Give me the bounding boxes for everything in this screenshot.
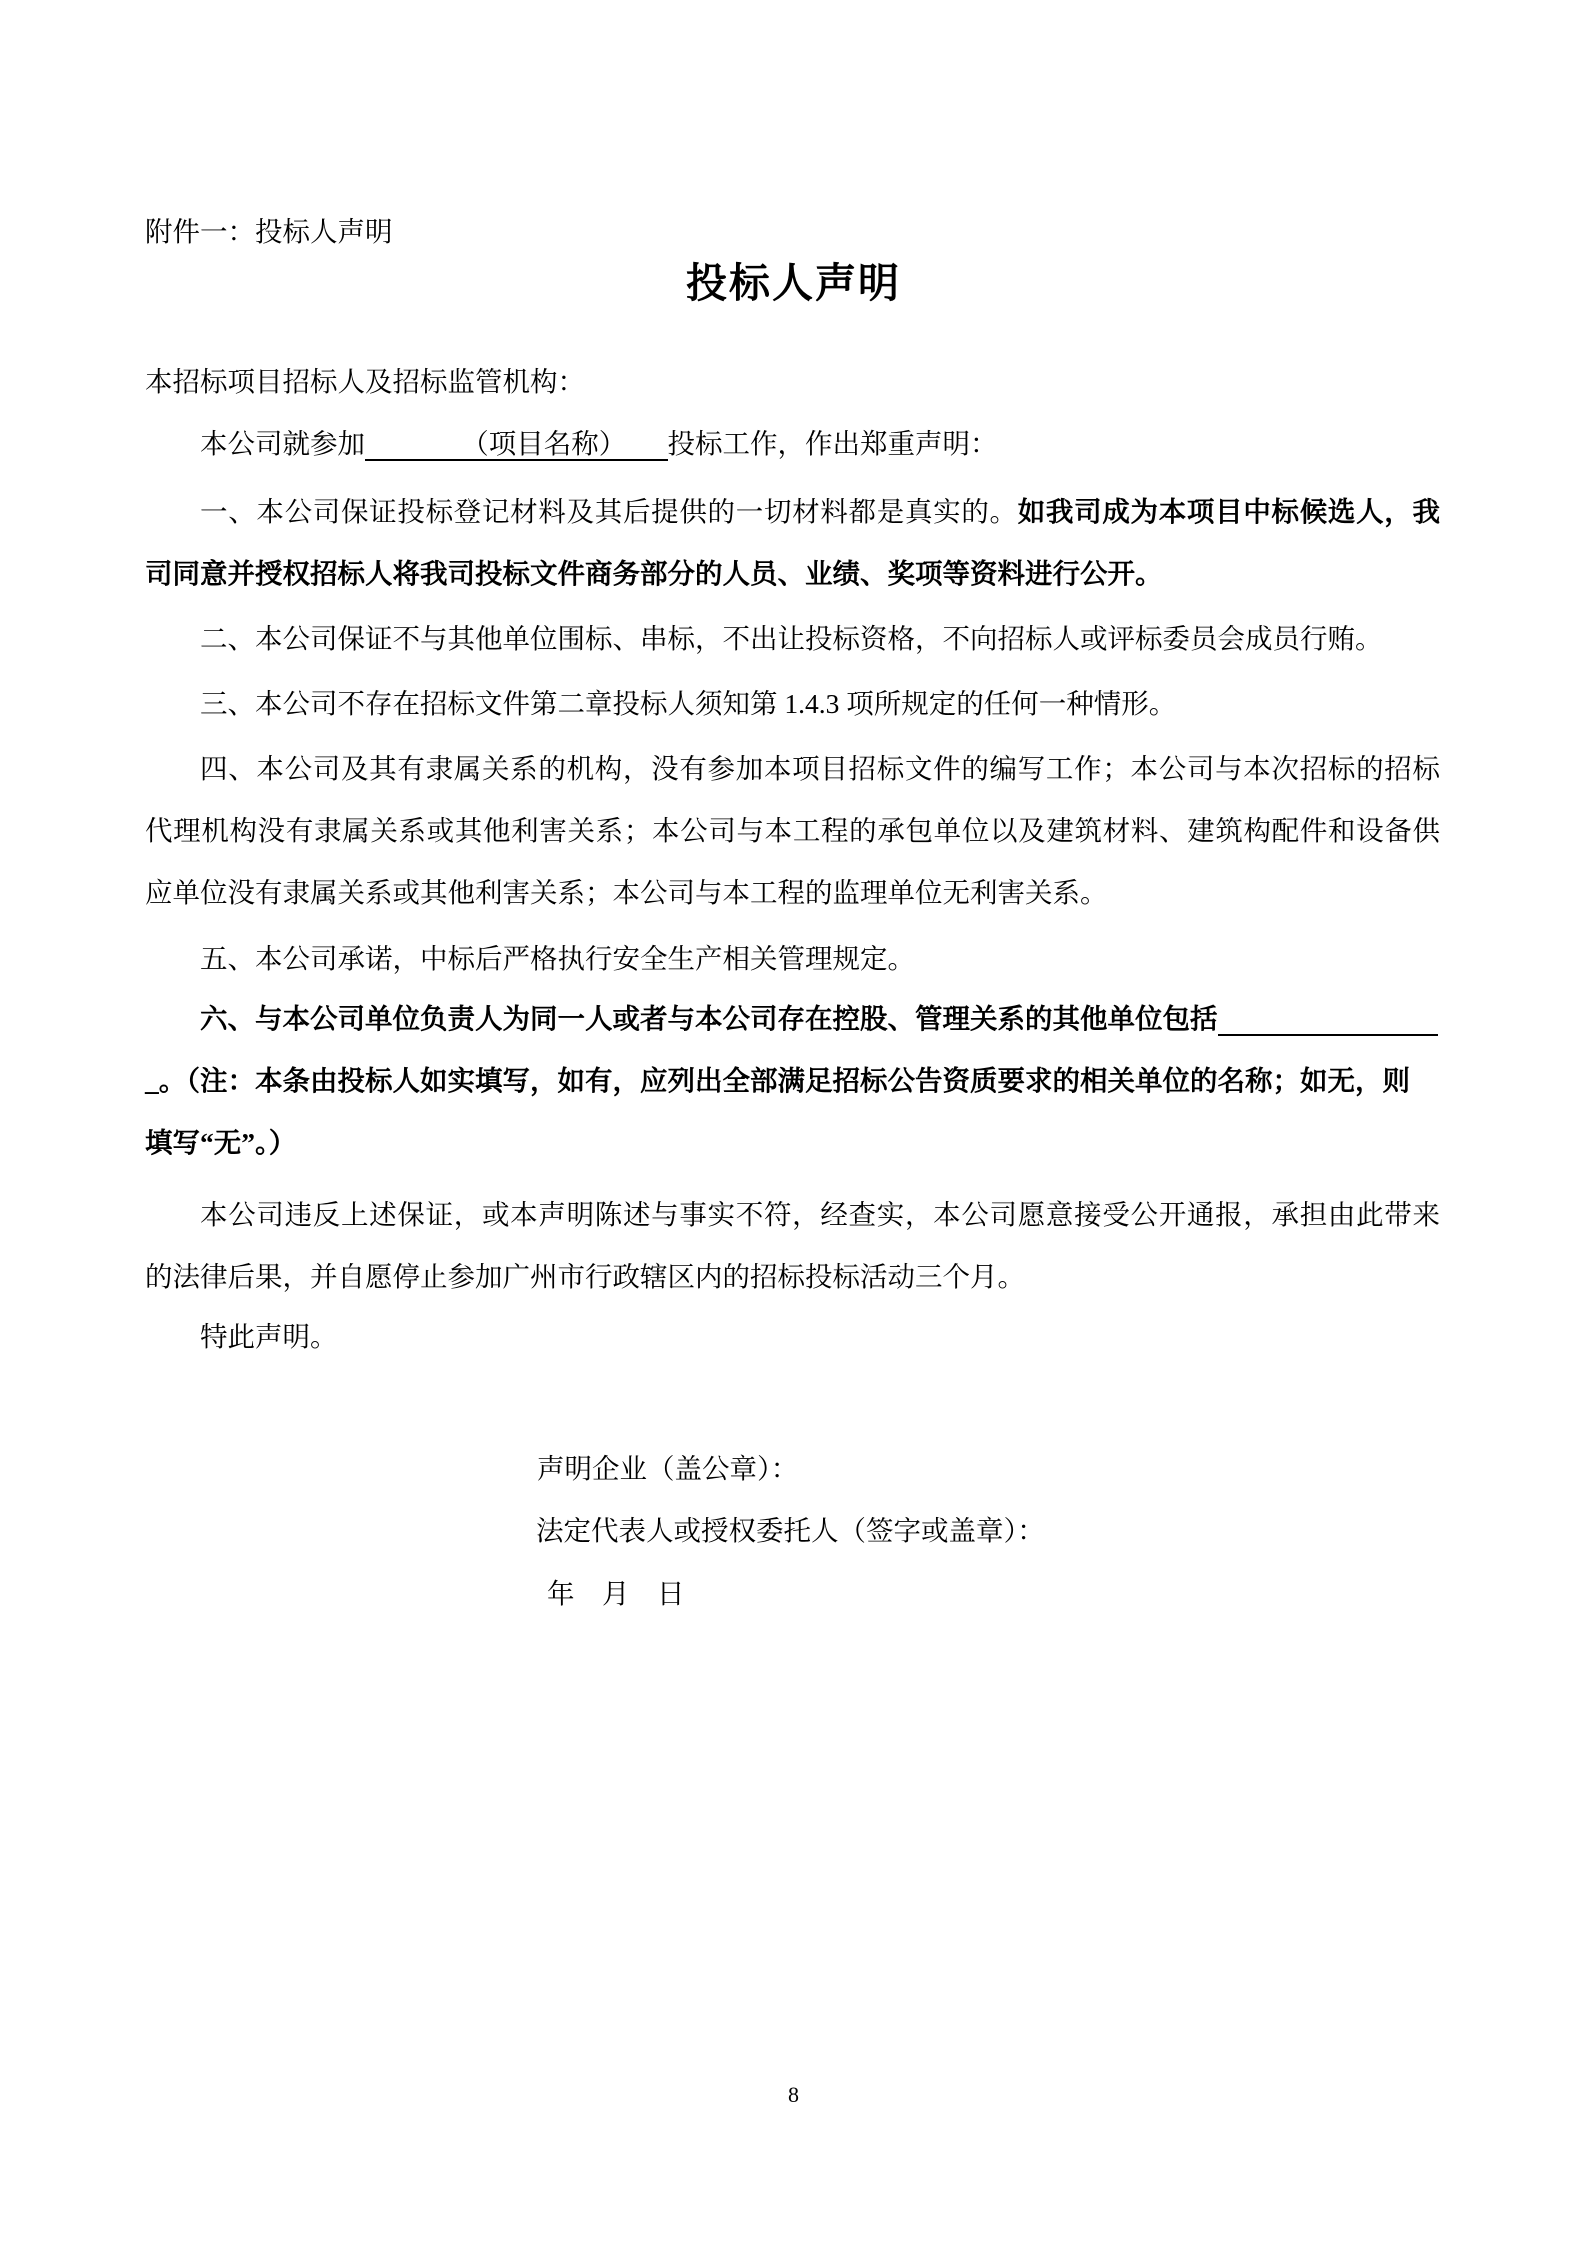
text-segment: 年 月 日 (547, 1578, 685, 1609)
addressee-line (145, 351, 1440, 413)
page-number: 8 (788, 2082, 799, 2107)
fill-in-blank (1218, 1003, 1438, 1036)
liability-line-2 (145, 1246, 1440, 1308)
declarer-company-line (537, 1438, 798, 1500)
date-line (547, 1563, 685, 1625)
text-segment: 六、与本公司单位负责人为同一人或者与本公司存在控股、管理关系的其他单位包括 (200, 1003, 1218, 1034)
clause-6-line-3 (145, 1112, 1440, 1174)
fill-in-blank: （项目名称） (365, 428, 668, 459)
text-segment: 代理机构没有隶属关系或其他利害关系；本公司与本工程的承包单位以及建筑材料、建筑构配件和设备供 (145, 815, 1440, 846)
clause-3-line (145, 673, 1440, 735)
clause-4-line-2 (145, 800, 1440, 862)
text-segment: _。（注：本条由投标人如实填写，如有，应列出全部满足招标公告资质要求的相关单位的名称；如无，则 (145, 1065, 1410, 1096)
text-segment: 声明企业（盖公章）： (537, 1453, 799, 1484)
text-segment: 应单位没有隶属关系或其他利害关系；本公司与本工程的监理单位无利害关系。 (145, 877, 1108, 908)
text-segment: 一、本公司保证投标登记材料及其后提供的一切材料都是真实的。 (200, 496, 1018, 527)
clause-6-line-2 (145, 1050, 1440, 1112)
liability-line-1 (145, 1184, 1440, 1246)
text-segment: 三、本公司不存在招标文件第二章投标人须知第 1.4.3 项所规定的任何一种情形。 (200, 688, 1177, 719)
text-segment: 填写“无”。） (145, 1127, 297, 1158)
declaration-intro-line (145, 413, 1440, 475)
clause-4-line-3 (145, 862, 1440, 924)
text-segment: 法定代表人或授权委托人（签字或盖章）： (536, 1515, 1045, 1546)
text-segment: 司同意并授权招标人将我司投标文件商务部分的人员、业绩、奖项等资料进行公开。 (145, 558, 1163, 589)
text-segment: 本公司违反上述保证，或本声明陈述与事实不符，经查实，本公司愿意接受公开通报，承担由此带来 (200, 1199, 1440, 1230)
closing-statement-line (145, 1306, 1440, 1368)
clause-1-line-2 (145, 543, 1440, 605)
text-segment: 投标工作，作出郑重声明： (667, 428, 998, 459)
text-segment: 本招标项目招标人及招标监管机构： (145, 366, 585, 397)
clause-4-line-1 (145, 738, 1440, 800)
clause-1-line-1 (145, 481, 1440, 543)
text-segment: 二、本公司保证不与其他单位围标、串标，不出让投标资格，不向招标人或评标委员会成员行贿。 (200, 623, 1383, 654)
text-segment: 五、本公司承诺，中标后严格执行安全生产相关管理规定。 (200, 943, 915, 974)
clause-5-line (145, 928, 1440, 990)
legal-representative-line (536, 1500, 1045, 1562)
clause-6-line-1 (145, 988, 1440, 1050)
document-title: 投标人声明 (686, 260, 901, 306)
attachment-label (145, 201, 1440, 263)
text-segment: 附件一：投标人声明 (145, 216, 393, 247)
text-segment: 本公司就参加 (200, 428, 365, 459)
text-segment: 四、本公司及其有隶属关系的机构，没有参加本项目招标文件的编写工作；本公司与本次招标的招标 (200, 753, 1440, 784)
text-segment: 的法律后果，并自愿停止参加广州市行政辖区内的招标投标活动三个月。 (145, 1261, 1025, 1292)
text-segment: 特此声明。 (200, 1321, 338, 1352)
text-segment: 如我司成为本项目中标候选人，我 (1017, 496, 1441, 527)
clause-2-line (145, 608, 1440, 670)
